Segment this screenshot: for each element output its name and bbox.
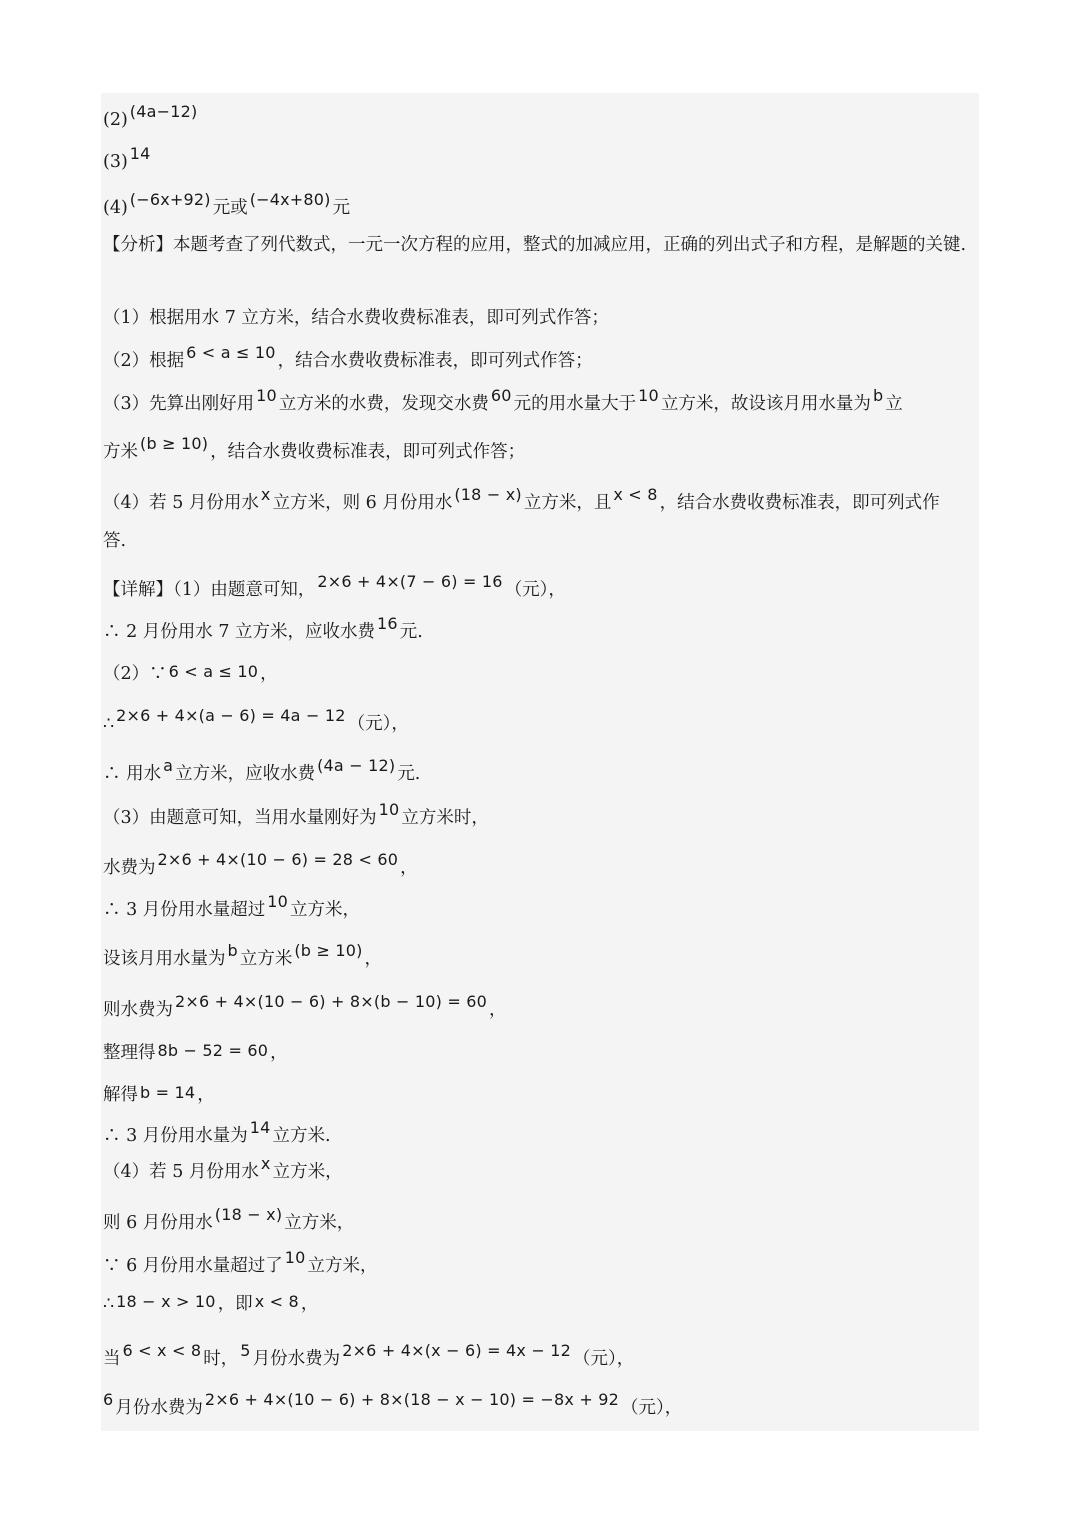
analysis-item-3 bbox=[103, 386, 903, 416]
detail-line bbox=[103, 941, 383, 971]
text: （4）若 5 月份用水 bbox=[103, 1162, 259, 1182]
detail-line bbox=[103, 572, 566, 602]
text: ， bbox=[489, 1000, 507, 1020]
text: 则水费为 bbox=[103, 1000, 173, 1020]
detail-line bbox=[103, 1205, 355, 1235]
math-expr: 6 < a ≤ 10 bbox=[186, 343, 276, 362]
detail-line bbox=[103, 800, 489, 830]
math-expr: 10 bbox=[378, 800, 400, 819]
text: 立 bbox=[885, 394, 903, 414]
text: 月份水费为 bbox=[252, 1349, 341, 1369]
text: 元. bbox=[399, 622, 423, 642]
text: 当 bbox=[103, 1349, 121, 1369]
text: 立方米的水费，发现交水费 bbox=[278, 394, 489, 414]
detail-line bbox=[103, 992, 507, 1022]
detail-line bbox=[103, 1118, 331, 1148]
text: 元. bbox=[397, 764, 421, 784]
text: 水费为 bbox=[103, 858, 156, 878]
text: 设该月用水量为 bbox=[103, 949, 226, 969]
text: ，结合水费收费标准表，即可列式作答； bbox=[210, 442, 526, 462]
text: ， bbox=[197, 1085, 215, 1105]
math-expr: x bbox=[260, 1154, 271, 1173]
math-expr: 16 bbox=[377, 614, 398, 633]
detail-line bbox=[103, 1341, 635, 1371]
text: 立方米，故设该月用水量为 bbox=[660, 394, 871, 414]
text: 方米 bbox=[103, 442, 138, 462]
text: 元的用水量大于 bbox=[513, 394, 637, 414]
math-expr: x bbox=[260, 485, 271, 504]
text: 立方米时， bbox=[401, 808, 489, 828]
answer-3 bbox=[103, 144, 153, 174]
text: ∴ 2 月份用水 7 立方米，应收水费 bbox=[103, 622, 376, 642]
detail-line bbox=[103, 1390, 683, 1420]
text: 整理得 bbox=[103, 1043, 156, 1063]
text: ，结合水费收费标准表，即可列式作 bbox=[659, 493, 940, 513]
math-expr: 2×6 + 4×(7 − 6) = 16 bbox=[317, 572, 503, 591]
math-expr: 2×6 + 4×(10 − 6) + 8×(18 − x − 10) = −8x + 92 bbox=[204, 1390, 619, 1409]
analysis-item-4-cont: 答. bbox=[103, 531, 127, 551]
analysis-item-1: （1）根据用水 7 立方米，结合水费收费标准表，即可列式作答； bbox=[103, 308, 609, 328]
text: （元）， bbox=[620, 1398, 683, 1418]
text: 立方米. bbox=[272, 1126, 331, 1146]
text: ， bbox=[400, 858, 418, 878]
analysis-item-2 bbox=[103, 343, 593, 373]
text: 【详解】（1）由题意可知， bbox=[103, 580, 316, 600]
text: 立方米，且 bbox=[523, 493, 612, 513]
math-expr: 2×6 + 4×(x − 6) = 4x − 12 bbox=[342, 1341, 571, 1360]
math-expr: a bbox=[163, 756, 174, 775]
text: 元 bbox=[332, 198, 351, 218]
math-expr: 10 bbox=[284, 1248, 306, 1267]
math-expr: (18 − x) bbox=[454, 485, 522, 504]
detail-line bbox=[103, 1248, 378, 1278]
answer-2 bbox=[103, 102, 199, 132]
math-expr: (4a − 12) bbox=[317, 756, 396, 775]
text: （3）由题意可知，当用水量刚好为 bbox=[103, 808, 377, 828]
math-expr: b bbox=[872, 386, 884, 405]
detail-line bbox=[103, 662, 278, 686]
math-expr: b = 14 bbox=[140, 1083, 196, 1102]
math-expr: 60 bbox=[490, 386, 512, 405]
text: ， bbox=[270, 1043, 288, 1063]
text: ∴ 3 月份用水量为 bbox=[103, 1126, 248, 1146]
math-expr: (b ≥ 10) bbox=[140, 434, 209, 453]
math-expr: 14 bbox=[129, 144, 151, 163]
math-expr: (−6x+92) bbox=[129, 190, 211, 209]
math-expr: x < 8 bbox=[254, 1292, 299, 1311]
text: 立方米， bbox=[272, 1162, 343, 1182]
math-expr: 2×6 + 4×(a − 6) = 4a − 12 bbox=[116, 706, 346, 725]
text: 立方米，则 6 月份用水 bbox=[272, 493, 453, 513]
text: 解得 bbox=[103, 1085, 138, 1105]
text: （4）若 5 月份用水 bbox=[103, 493, 259, 513]
text: 立方米， bbox=[284, 1213, 355, 1233]
math-expr: (b ≥ 10) bbox=[294, 941, 363, 960]
math-expr: 5 bbox=[240, 1341, 251, 1360]
text: 立方米 bbox=[239, 949, 293, 969]
math-expr: 6 bbox=[103, 1390, 114, 1409]
math-expr: 10 bbox=[267, 892, 289, 911]
analysis-item-4 bbox=[103, 485, 940, 515]
math-expr: b bbox=[227, 941, 238, 960]
detail-line bbox=[103, 706, 409, 736]
math-expr: (4a−12) bbox=[129, 102, 198, 121]
detail-line bbox=[103, 850, 418, 880]
math-expr: 10 bbox=[256, 386, 277, 405]
answer-label: (4) bbox=[103, 198, 128, 218]
analysis-paragraph: 【分析】本题考查了列代数式，一元一次方程的应用，整式的加减应用，正确的列出式子和方程，是解题的关键. bbox=[103, 235, 967, 255]
text: （元）， bbox=[504, 580, 566, 600]
detail-line bbox=[103, 892, 361, 922]
detail-line bbox=[103, 1083, 215, 1107]
math-expr: (18 − x) bbox=[214, 1205, 283, 1224]
text: 立方米， bbox=[290, 900, 361, 920]
text: 时， bbox=[203, 1349, 239, 1369]
text: （3）先算出刚好用 bbox=[103, 394, 255, 414]
text: ∴ 用水 bbox=[103, 764, 162, 784]
math-expr: 6 < a ≤ 10 bbox=[168, 662, 259, 681]
text: （元）， bbox=[573, 1349, 635, 1369]
math-expr: 8b − 52 = 60 bbox=[157, 1041, 269, 1060]
text: ， bbox=[260, 664, 278, 684]
text: 立方米，应收水费 bbox=[175, 764, 316, 784]
text: （元）， bbox=[347, 714, 409, 734]
text: ∴ 3 月份用水量超过 bbox=[103, 900, 266, 920]
text: ， bbox=[364, 949, 383, 969]
text: （2）∵ bbox=[103, 664, 167, 684]
detail-line bbox=[103, 1041, 288, 1065]
answer-label: (2) bbox=[103, 110, 128, 130]
detail-line bbox=[103, 1292, 318, 1316]
math-expr: 14 bbox=[249, 1118, 271, 1137]
text: ∴ bbox=[103, 714, 115, 734]
answer-label: (3) bbox=[103, 152, 128, 172]
detail-line bbox=[103, 1154, 343, 1184]
math-expr: 6 < x < 8 bbox=[122, 1341, 202, 1360]
math-expr: (−4x+80) bbox=[249, 190, 331, 209]
text: （2）根据 bbox=[103, 351, 185, 371]
text: 立方米， bbox=[307, 1256, 378, 1276]
math-expr: 18 − x > 10 bbox=[116, 1292, 216, 1311]
analysis-item-3-cont bbox=[103, 434, 526, 464]
text: ∵ 6 月份用水量超过了 bbox=[103, 1256, 283, 1276]
text: 月份水费为 bbox=[115, 1398, 203, 1418]
math-expr: 10 bbox=[638, 386, 659, 405]
text: 元或 bbox=[212, 198, 248, 218]
answer-4 bbox=[103, 190, 351, 220]
text: 则 6 月份用水 bbox=[103, 1213, 213, 1233]
text: ，结合水费收费标准表，即可列式作答； bbox=[277, 351, 593, 371]
text: ， bbox=[300, 1294, 319, 1314]
math-expr: 2×6 + 4×(10 − 6) = 28 < 60 bbox=[157, 850, 399, 869]
math-expr: 2×6 + 4×(10 − 6) + 8×(b − 10) = 60 bbox=[175, 992, 488, 1011]
math-expr: x < 8 bbox=[613, 485, 658, 504]
detail-line bbox=[103, 756, 421, 786]
text: ，即 bbox=[217, 1294, 253, 1314]
detail-line bbox=[103, 614, 423, 644]
text: ∴ bbox=[103, 1294, 115, 1314]
